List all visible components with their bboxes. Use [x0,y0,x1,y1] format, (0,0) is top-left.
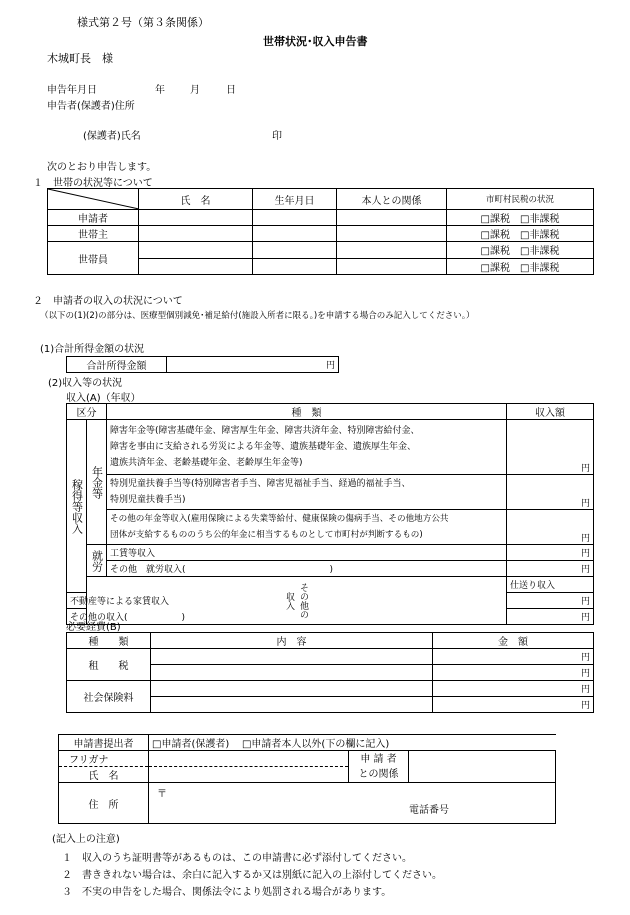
note-item-3: ３ 不実の申告をした場合、関係法令により処罰される場合があります。 [62,887,392,898]
address-field[interactable] [149,783,556,824]
insurance-content-2[interactable] [151,697,433,713]
insurance-amount-1[interactable]: 円 [433,681,594,697]
pension-other-amount[interactable]: 円 [507,510,594,545]
member2-name-cell[interactable] [139,258,253,275]
applicant-tax-checkbox[interactable]: □課税 □非課税 [447,210,594,226]
applicant-birthdate-cell[interactable] [253,210,337,226]
householder-name-cell[interactable] [139,226,253,242]
submitter-table [58,734,556,824]
category-pension: 年金等 [87,420,107,545]
note-item-2: ２ 書ききれない場合は、余白に記入するか又は別紙に記入の上添付してください。 [62,870,442,881]
sub2-title: (2)収入等の状況 [48,378,123,389]
applicant-name-cell[interactable] [139,210,253,226]
category-other-income: 収入 その他の [87,577,507,625]
yen-unit: 円 [325,361,335,371]
tax-amount-1[interactable]: 円 [433,649,594,665]
furigana-label: フリガナ [59,751,149,767]
insurance-amount-2[interactable]: 円 [433,697,594,713]
relation-label: 申 請 者 との関係 [349,751,409,783]
date-year: 年 [155,85,165,96]
submitter-option-other[interactable]: □申請者本人以外(下の欄に記入) [241,739,390,750]
section2-title: ２ 申請者の収入の状況について [33,296,183,307]
income-header-amount: 収入額 [507,404,594,420]
postal-mark: 〒 [157,789,167,800]
income-header-type: 種 類 [107,404,507,420]
date-day: 日 [226,85,236,96]
income-table [66,403,594,625]
income-title: 収入(A)（年収） [66,393,141,404]
tax-content-1[interactable] [151,649,433,665]
address-label: 申告者(保護者)住所 [47,101,135,112]
expense-header-content: 内 容 [151,633,433,649]
row-member-label: 世帯員 [48,242,139,275]
seal-mark: 印 [272,131,282,142]
header-tax-status: 市町村民税の状況 [447,189,594,210]
address-label-submitter: 住 所 [59,783,149,824]
householder-birthdate-cell[interactable] [253,226,337,242]
expense-header-amount: 金 額 [433,633,594,649]
income-header-category: 区分 [67,404,107,420]
rental-income-row: 不動産等による家賃収入 [67,593,87,609]
member1-birthdate-cell[interactable] [253,242,337,259]
other-employment-row: その他 就労収入( ) [107,561,507,577]
category-earned-income: 稼得等収入 [67,420,87,593]
insurance-content-1[interactable] [151,681,433,697]
section1-title: １ 世帯の状況等について [33,178,153,189]
member2-birthdate-cell[interactable] [253,258,337,275]
total-income-value[interactable] [167,357,339,373]
pension-disability-amount[interactable]: 円 [507,420,594,475]
relation-field[interactable] [409,751,556,783]
date-month: 月 [190,85,200,96]
date-label: 申告年月日 [47,85,97,96]
pension-other-row: その他の年金等収入(雇用保険による失業等給付、健康保険の傷病手当、その他地方公共 団体が支給するもののうち公的年金に相当するものとして市町村が判断するもの) [107,510,507,545]
member1-tax-checkbox[interactable]: □課税 □非課税 [447,242,594,259]
expense-tax-label: 租 税 [67,649,151,681]
member1-relation-cell[interactable] [337,242,447,259]
misc-income-amount[interactable]: 円 [507,609,594,625]
expense-header-type: 種 類 [67,633,151,649]
remittance-row: 仕送り収入 [507,577,594,593]
expense-insurance-label: 社会保険料 [67,681,151,713]
wage-income-row: 工賃等収入 [107,545,507,561]
furigana-field[interactable] [149,751,349,767]
phone-label: 電話番号 [409,805,449,816]
rental-income-amount[interactable]: 円 [507,593,594,609]
expense-table [66,632,594,713]
household-table [47,188,594,275]
total-income-table [66,356,339,373]
misc-income-row: その他の収入( ) [67,609,87,625]
intro-text: 次のとおり申告します。 [47,162,157,173]
section2-note: （以下の(1)(2)の部分は、医療型個別減免･補足給付(施設入所者に限る。)を申請する場合のみ記入してください。） [40,311,475,321]
guardian-name-label: (保護者)氏名 [83,131,141,142]
header-birthdate: 生年月日 [253,189,337,210]
pension-child-allowance-amount[interactable]: 円 [507,475,594,510]
member2-tax-checkbox[interactable]: □課税 □非課税 [447,258,594,275]
form-number: 様式第２号（第３条関係） [77,16,209,29]
expense-title: 必要経費(B) [66,622,121,633]
other-employment-amount[interactable]: 円 [507,561,594,577]
page-title: 世帯状況･収入申告書 [263,35,368,48]
note-item-1: １ 収入のうち証明書等があるものは、この申請書に必ず添付してください。 [62,853,412,864]
header-name: 氏 名 [139,189,253,210]
diagonal-cell [48,189,139,210]
householder-tax-checkbox[interactable]: □課税 □非課税 [447,226,594,242]
tax-amount-2[interactable]: 円 [433,665,594,681]
applicant-relation-cell[interactable] [337,210,447,226]
pension-child-allowance-row: 特別児童扶養手当等(特別障害者手当、障害児福祉手当、経過的福祉手当、 特別児童扶養手当) [107,475,507,510]
submitter-options [149,735,556,751]
submitter-label: 申請書提出者 [59,735,149,751]
member2-relation-cell[interactable] [337,258,447,275]
sub1-title: (1)合計所得金額の状況 [40,344,145,355]
addressee: 木城町長 様 [47,52,113,65]
total-income-label: 合計所得金額 [67,357,167,373]
wage-income-amount[interactable]: 円 [507,545,594,561]
category-employment: 就労 [87,545,107,577]
notes-title: (記入上の注意) [52,834,120,845]
tax-content-2[interactable] [151,665,433,681]
pension-disability-row: 障害年金等(障害基礎年金、障害厚生年金、障害共済年金、特別障害給付金、 障害を事由に支給される労災による年金等、遺族基礎年金、遺族厚生年金、 遺族共済年金、老齢基礎年金、老齢厚生年金等) [107,420,507,475]
header-relation: 本人との関係 [337,189,447,210]
member1-name-cell[interactable] [139,242,253,259]
name-field[interactable] [149,767,349,783]
householder-relation-cell[interactable] [337,226,447,242]
row-householder-label: 世帯主 [48,226,139,242]
submitter-option-applicant[interactable]: □申請者(保護者) [152,739,230,750]
row-applicant-label: 申請者 [48,210,139,226]
name-label: 氏 名 [59,767,149,783]
